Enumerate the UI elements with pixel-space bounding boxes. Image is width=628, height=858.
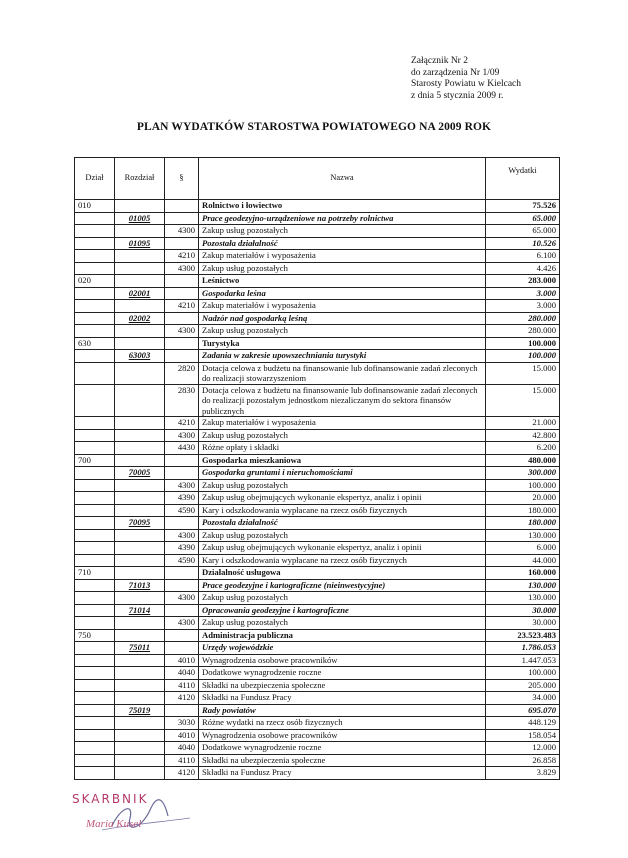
table-row <box>75 442 560 455</box>
cell-paragraf: 4210 <box>165 250 199 263</box>
cell-wydatki: 34.000 <box>486 692 560 705</box>
table-row <box>75 742 560 755</box>
table-row <box>75 579 560 592</box>
cell-nazwa: Dotacja celowa z budżetu na finansowanie lub dofinansowanie zadań zleconych do realizacji stowarzyszeniom <box>199 362 486 384</box>
cell-paragraf <box>165 312 199 325</box>
cell-wydatki: 21.000 <box>486 417 560 430</box>
table-row <box>75 554 560 567</box>
cell-rozdzial <box>115 554 165 567</box>
annex-header <box>411 56 611 102</box>
cell-nazwa: Różne wydatki na rzecz osób fizycznych <box>199 717 486 730</box>
cell-dzial <box>75 350 115 363</box>
cell-paragraf: 4300 <box>165 529 199 542</box>
cell-paragraf: 4010 <box>165 654 199 667</box>
cell-rozdzial: 70095 <box>115 517 165 530</box>
cell-paragraf: 4390 <box>165 542 199 555</box>
cell-dzial <box>75 767 115 780</box>
cell-nazwa: Rolnictwo i łowiectwo <box>199 200 486 213</box>
cell-rozdzial <box>115 442 165 455</box>
cell-nazwa: Rady powiatów <box>199 704 486 717</box>
cell-rozdzial <box>115 529 165 542</box>
cell-dzial <box>75 692 115 705</box>
cell-rozdzial <box>115 654 165 667</box>
cell-wydatki: 100.000 <box>486 667 560 680</box>
cell-nazwa: Składki na Fundusz Pracy <box>199 692 486 705</box>
cell-nazwa: Składki na ubezpieczenia społeczne <box>199 679 486 692</box>
cell-dzial <box>75 667 115 680</box>
cell-rozdzial <box>115 504 165 517</box>
table-row <box>75 362 560 384</box>
cell-wydatki: 1.786.053 <box>486 642 560 655</box>
table-row <box>75 667 560 680</box>
cell-rozdzial <box>115 667 165 680</box>
cell-nazwa: Działalność usługowa <box>199 567 486 580</box>
annex-line: Załącznik Nr 2 <box>411 56 468 66</box>
table-row <box>75 729 560 742</box>
cell-paragraf: 3030 <box>165 717 199 730</box>
cell-dzial <box>75 654 115 667</box>
table-row <box>75 250 560 263</box>
cell-nazwa: Zakup usług pozostałych <box>199 592 486 605</box>
cell-paragraf <box>165 567 199 580</box>
table-row <box>75 262 560 275</box>
cell-dzial <box>75 679 115 692</box>
cell-nazwa: Kary i odszkodowania wypłacane na rzecz osób fizycznych <box>199 504 486 517</box>
cell-wydatki: 75.526 <box>486 200 560 213</box>
table-row <box>75 704 560 717</box>
cell-nazwa: Opracowania geodezyjne i kartograficzne <box>199 604 486 617</box>
cell-dzial <box>75 729 115 742</box>
cell-rozdzial <box>115 717 165 730</box>
cell-nazwa: Gospodarka mieszkaniowa <box>199 454 486 467</box>
signature-stamp <box>72 788 212 838</box>
cell-rozdzial <box>115 542 165 555</box>
table-row <box>75 237 560 250</box>
cell-paragraf: 4040 <box>165 667 199 680</box>
cell-dzial <box>75 250 115 263</box>
cell-paragraf: 4300 <box>165 617 199 630</box>
cell-wydatki: 1.447.053 <box>486 654 560 667</box>
cell-paragraf <box>165 454 199 467</box>
cell-wydatki: 448.129 <box>486 717 560 730</box>
cell-dzial <box>75 362 115 384</box>
cell-nazwa: Zakup usług obejmujących wykonanie ekspertyz, analiz i opinii <box>199 492 486 505</box>
table-row <box>75 212 560 225</box>
cell-wydatki: 130.000 <box>486 592 560 605</box>
cell-wydatki: 695.070 <box>486 704 560 717</box>
cell-rozdzial <box>115 754 165 767</box>
cell-nazwa: Zakup materiałów i wyposażenia <box>199 417 486 430</box>
table-row <box>75 567 560 580</box>
cell-paragraf: 2820 <box>165 362 199 384</box>
cell-dzial <box>75 287 115 300</box>
table-row <box>75 529 560 542</box>
cell-rozdzial <box>115 300 165 313</box>
table-body <box>75 200 560 780</box>
cell-nazwa: Dodatkowe wynagrodzenie roczne <box>199 742 486 755</box>
cell-wydatki: 30.000 <box>486 604 560 617</box>
cell-paragraf <box>165 212 199 225</box>
cell-rozdzial: 75019 <box>115 704 165 717</box>
cell-rozdzial <box>115 225 165 238</box>
cell-wydatki: 65.000 <box>486 212 560 225</box>
cell-paragraf: 4300 <box>165 262 199 275</box>
cell-wydatki: 100.000 <box>486 350 560 363</box>
cell-dzial <box>75 604 115 617</box>
cell-nazwa: Zakup usług pozostałych <box>199 617 486 630</box>
cell-wydatki: 44.000 <box>486 554 560 567</box>
cell-rozdzial: 01095 <box>115 237 165 250</box>
cell-rozdzial: 02001 <box>115 287 165 300</box>
cell-wydatki: 42.800 <box>486 429 560 442</box>
cell-nazwa: Zakup usług pozostałych <box>199 225 486 238</box>
cell-rozdzial <box>115 492 165 505</box>
cell-rozdzial <box>115 617 165 630</box>
budget-table <box>74 157 560 780</box>
cell-paragraf <box>165 629 199 642</box>
cell-dzial <box>75 467 115 480</box>
cell-paragraf <box>165 642 199 655</box>
cell-rozdzial <box>115 729 165 742</box>
cell-dzial: 750 <box>75 629 115 642</box>
cell-dzial: 010 <box>75 200 115 213</box>
cell-dzial <box>75 704 115 717</box>
cell-paragraf <box>165 517 199 530</box>
cell-paragraf: 4300 <box>165 325 199 338</box>
cell-nazwa: Nadzór nad gospodarką leśną <box>199 312 486 325</box>
cell-wydatki: 205.000 <box>486 679 560 692</box>
cell-dzial: 020 <box>75 275 115 288</box>
cell-rozdzial: 02002 <box>115 312 165 325</box>
cell-wydatki: 158.054 <box>486 729 560 742</box>
cell-nazwa: Gospodarka leśna <box>199 287 486 300</box>
table-row <box>75 517 560 530</box>
table-row <box>75 754 560 767</box>
cell-paragraf <box>165 467 199 480</box>
cell-wydatki: 280.000 <box>486 312 560 325</box>
cell-dzial <box>75 212 115 225</box>
table-row <box>75 384 560 417</box>
cell-dzial <box>75 262 115 275</box>
cell-nazwa: Zakup usług pozostałych <box>199 325 486 338</box>
cell-rozdzial <box>115 325 165 338</box>
cell-paragraf: 4430 <box>165 442 199 455</box>
cell-dzial <box>75 542 115 555</box>
cell-dzial <box>75 225 115 238</box>
cell-dzial <box>75 492 115 505</box>
table-row <box>75 287 560 300</box>
cell-wydatki: 3.000 <box>486 287 560 300</box>
cell-wydatki: 3.000 <box>486 300 560 313</box>
cell-wydatki: 30.000 <box>486 617 560 630</box>
table-row <box>75 767 560 780</box>
cell-dzial <box>75 517 115 530</box>
cell-dzial <box>75 592 115 605</box>
cell-dzial: 700 <box>75 454 115 467</box>
cell-dzial <box>75 717 115 730</box>
cell-rozdzial <box>115 742 165 755</box>
cell-wydatki: 6.000 <box>486 542 560 555</box>
cell-nazwa: Turystyka <box>199 337 486 350</box>
table-row <box>75 337 560 350</box>
annex-line: z dnia 5 stycznia 2009 r. <box>411 90 504 101</box>
cell-wydatki: 100.000 <box>486 479 560 492</box>
table-row <box>75 312 560 325</box>
cell-paragraf: 4210 <box>165 300 199 313</box>
cell-nazwa: Prace geodezyjne i kartograficzne (nieinwestycyjne) <box>199 579 486 592</box>
header-wydatki: Wydatki <box>486 158 560 200</box>
cell-rozdzial <box>115 200 165 213</box>
cell-nazwa: Zakup usług obejmujących wykonanie ekspertyz, analiz i opinii <box>199 542 486 555</box>
cell-wydatki: 23.523.483 <box>486 629 560 642</box>
cell-rozdzial <box>115 567 165 580</box>
table-row <box>75 604 560 617</box>
cell-wydatki: 20.000 <box>486 492 560 505</box>
cell-wydatki: 3.829 <box>486 767 560 780</box>
header-paragraf: § <box>165 158 199 200</box>
cell-paragraf: 4300 <box>165 429 199 442</box>
cell-rozdzial: 63003 <box>115 350 165 363</box>
cell-wydatki: 480.000 <box>486 454 560 467</box>
cell-wydatki: 26.858 <box>486 754 560 767</box>
cell-rozdzial: 71013 <box>115 579 165 592</box>
table-row <box>75 592 560 605</box>
cell-nazwa: Gospodarka gruntami i nieruchomościami <box>199 467 486 480</box>
cell-paragraf <box>165 287 199 300</box>
cell-rozdzial: 01005 <box>115 212 165 225</box>
cell-rozdzial <box>115 454 165 467</box>
table-row <box>75 617 560 630</box>
cell-dzial <box>75 742 115 755</box>
cell-rozdzial <box>115 337 165 350</box>
cell-rozdzial <box>115 275 165 288</box>
cell-nazwa: Zakup usług pozostałych <box>199 429 486 442</box>
cell-nazwa: Wynagrodzenia osobowe pracowników <box>199 729 486 742</box>
cell-paragraf: 4120 <box>165 767 199 780</box>
cell-wydatki: 6.100 <box>486 250 560 263</box>
cell-paragraf: 4590 <box>165 504 199 517</box>
table-row <box>75 717 560 730</box>
cell-rozdzial <box>115 629 165 642</box>
document-title: PLAN WYDATKÓW STAROSTWA POWIATOWEGO NA 2009 ROK <box>136 121 492 133</box>
cell-wydatki: 130.000 <box>486 529 560 542</box>
cell-dzial: 630 <box>75 337 115 350</box>
cell-paragraf: 2830 <box>165 384 199 417</box>
cell-nazwa: Zadania w zakresie upowszechniania turystyki <box>199 350 486 363</box>
cell-nazwa: Składki na ubezpieczenia społeczne <box>199 754 486 767</box>
table-row <box>75 654 560 667</box>
cell-nazwa: Zakup materiałów i wyposażenia <box>199 250 486 263</box>
cell-nazwa: Składki na Fundusz Pracy <box>199 767 486 780</box>
table-row <box>75 642 560 655</box>
cell-dzial <box>75 579 115 592</box>
table-row <box>75 225 560 238</box>
cell-paragraf: 4300 <box>165 592 199 605</box>
table-row <box>75 325 560 338</box>
cell-nazwa: Leśnictwo <box>199 275 486 288</box>
table-row <box>75 679 560 692</box>
cell-nazwa: Zakup materiałów i wyposażenia <box>199 300 486 313</box>
cell-rozdzial <box>115 479 165 492</box>
table-row <box>75 417 560 430</box>
cell-paragraf: 4040 <box>165 742 199 755</box>
cell-rozdzial <box>115 679 165 692</box>
cell-wydatki: 180.000 <box>486 517 560 530</box>
cell-wydatki: 100.000 <box>486 337 560 350</box>
cell-dzial <box>75 325 115 338</box>
cell-wydatki: 10.526 <box>486 237 560 250</box>
cell-nazwa: Administracja publiczna <box>199 629 486 642</box>
cell-dzial <box>75 442 115 455</box>
cell-paragraf: 4120 <box>165 692 199 705</box>
cell-wydatki: 4.426 <box>486 262 560 275</box>
stamp-name: Maria Kusel <box>86 818 142 830</box>
table-row <box>75 629 560 642</box>
cell-rozdzial <box>115 262 165 275</box>
cell-rozdzial: 70005 <box>115 467 165 480</box>
cell-nazwa: Dotacja celowa z budżetu na finansowanie lub dofinansowanie zadań zleconych do realizacji pozostałym jednostkom niezaliczanym do sektora finansów publicznych <box>199 384 486 417</box>
cell-wydatki: 283.000 <box>486 275 560 288</box>
cell-paragraf: 4210 <box>165 417 199 430</box>
cell-wydatki: 65.000 <box>486 225 560 238</box>
cell-dzial <box>75 617 115 630</box>
cell-wydatki: 180.000 <box>486 504 560 517</box>
cell-nazwa: Zakup usług pozostałych <box>199 479 486 492</box>
table-row <box>75 275 560 288</box>
cell-nazwa: Dodatkowe wynagrodzenie roczne <box>199 667 486 680</box>
cell-paragraf: 4110 <box>165 679 199 692</box>
table-row <box>75 504 560 517</box>
cell-dzial <box>75 384 115 417</box>
table-row <box>75 429 560 442</box>
cell-nazwa: Różne opłaty i składki <box>199 442 486 455</box>
cell-nazwa: Zakup usług pozostałych <box>199 529 486 542</box>
cell-wydatki: 280.000 <box>486 325 560 338</box>
cell-nazwa: Zakup usług pozostałych <box>199 262 486 275</box>
cell-rozdzial <box>115 592 165 605</box>
cell-paragraf <box>165 350 199 363</box>
cell-paragraf <box>165 237 199 250</box>
stamp-text: SKARBNIK <box>72 792 149 806</box>
cell-paragraf: 4110 <box>165 754 199 767</box>
header-rozdzial: Rozdział <box>115 158 165 200</box>
cell-wydatki: 15.000 <box>486 384 560 417</box>
cell-paragraf <box>165 579 199 592</box>
cell-rozdzial: 71014 <box>115 604 165 617</box>
table-row <box>75 200 560 213</box>
cell-dzial: 710 <box>75 567 115 580</box>
table-header-row <box>75 158 560 200</box>
table-row <box>75 467 560 480</box>
annex-line: do zarządzenia Nr 1/09 <box>411 67 500 78</box>
table-row <box>75 692 560 705</box>
cell-nazwa: Prace geodezyjno-urządzeniowe na potrzeby rolnictwa <box>199 212 486 225</box>
cell-paragraf <box>165 704 199 717</box>
cell-paragraf: 4590 <box>165 554 199 567</box>
annex-line: Starosty Powiatu w Kielcach <box>411 79 522 90</box>
cell-dzial <box>75 417 115 430</box>
cell-paragraf: 4010 <box>165 729 199 742</box>
cell-dzial <box>75 504 115 517</box>
cell-nazwa: Wynagrodzenia osobowe pracowników <box>199 654 486 667</box>
cell-rozdzial <box>115 692 165 705</box>
table-row <box>75 492 560 505</box>
cell-wydatki: 300.000 <box>486 467 560 480</box>
table-row <box>75 542 560 555</box>
cell-dzial <box>75 300 115 313</box>
cell-wydatki: 15.000 <box>486 362 560 384</box>
cell-dzial <box>75 237 115 250</box>
cell-paragraf: 4300 <box>165 225 199 238</box>
cell-dzial <box>75 429 115 442</box>
header-nazwa: Nazwa <box>199 158 486 200</box>
cell-nazwa: Pozostała działalność <box>199 517 486 530</box>
cell-dzial <box>75 479 115 492</box>
cell-rozdzial <box>115 384 165 417</box>
cell-paragraf <box>165 604 199 617</box>
cell-nazwa: Pozostała działalność <box>199 237 486 250</box>
table-row <box>75 350 560 363</box>
cell-paragraf <box>165 200 199 213</box>
cell-dzial <box>75 529 115 542</box>
cell-paragraf: 4390 <box>165 492 199 505</box>
cell-wydatki: 160.000 <box>486 567 560 580</box>
cell-dzial <box>75 642 115 655</box>
cell-rozdzial: 75011 <box>115 642 165 655</box>
table-row <box>75 454 560 467</box>
cell-wydatki: 130.000 <box>486 579 560 592</box>
cell-rozdzial <box>115 362 165 384</box>
cell-wydatki: 12.000 <box>486 742 560 755</box>
cell-nazwa: Urzędy wojewódzkie <box>199 642 486 655</box>
cell-dzial <box>75 754 115 767</box>
cell-nazwa: Kary i odszkodowania wypłacane na rzecz osób fizycznych <box>199 554 486 567</box>
cell-rozdzial <box>115 250 165 263</box>
cell-rozdzial <box>115 417 165 430</box>
cell-paragraf: 4300 <box>165 479 199 492</box>
cell-rozdzial <box>115 767 165 780</box>
cell-dzial <box>75 312 115 325</box>
cell-dzial <box>75 554 115 567</box>
cell-paragraf <box>165 337 199 350</box>
cell-rozdzial <box>115 429 165 442</box>
cell-paragraf <box>165 275 199 288</box>
table-row <box>75 300 560 313</box>
header-dzial: Dział <box>75 158 115 200</box>
table-row <box>75 479 560 492</box>
cell-wydatki: 6.200 <box>486 442 560 455</box>
